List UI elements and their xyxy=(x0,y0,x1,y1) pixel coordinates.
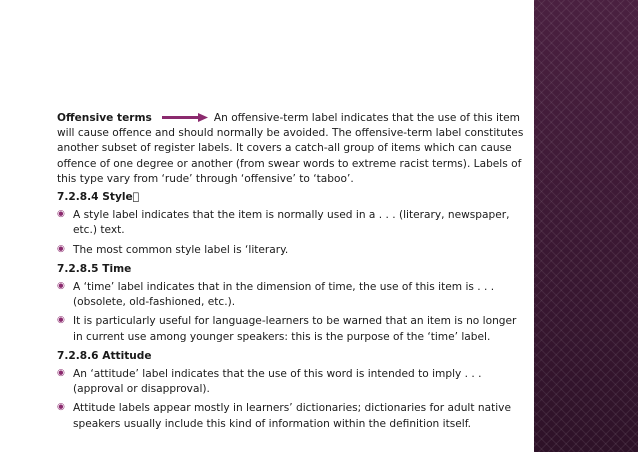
decorative-sidebar xyxy=(534,0,638,452)
section-heading: 7.2.8.5 Time xyxy=(57,262,132,275)
offensive-terms-label: Offensive terms xyxy=(57,112,152,124)
list-item-text: A style label indicates that the item is normally used in a . . . (literary, newspaper, etc.) text. xyxy=(73,209,510,237)
circle-bullet-icon: ◉ xyxy=(57,402,65,413)
circle-bullet-icon: ◉ xyxy=(57,368,65,379)
list-item xyxy=(57,243,527,258)
list-item-text: The most common style label is ‘literary. xyxy=(73,243,289,256)
section-time xyxy=(57,262,527,345)
section-attitude xyxy=(57,349,527,432)
section-heading: 7.2.8.6 Attitude xyxy=(57,349,152,362)
section-heading: 7.2.8.4 Style xyxy=(57,191,133,204)
circle-bullet-icon: ◉ xyxy=(57,209,65,220)
list-item xyxy=(57,314,527,344)
offensive-terms-paragraph xyxy=(57,111,527,187)
offensive-terms-text: An offensive-term label indicates that the use of this item will cause offence and should normally be avoided. The offensive-term label constitutes another subset of register labels. It covers a catch-all group of items which can cause offence of one degree or another (from swear words to extreme racist terms). Labels of this type vary from ‘rude’ through ‘offensive’ to ‘taboo’. xyxy=(57,112,524,185)
section-style xyxy=(57,190,527,258)
list-item-text: An ‘attitude’ label indicates that the use of this word is intended to imply . . . (approval or disapproval). xyxy=(73,368,482,396)
circle-bullet-icon: ◉ xyxy=(57,315,65,326)
list-item-text: Attitude labels appear mostly in learners’ dictionaries; dictionaries for adult native speakers usually include this kind of information within the definition itself. xyxy=(73,402,511,430)
list-item-text: It is particularly useful for language-learners to be warned that an item is no longer in current use among younger speakers: this is the purpose of the ‘time’ label. xyxy=(73,315,517,343)
list-item xyxy=(57,280,527,310)
list-item-text: A ‘time’ label indicates that in the dimension of time, the use of this item is . . . (obsolete, old-fashioned, etc.). xyxy=(73,281,495,309)
slide-content xyxy=(57,111,527,436)
list-item xyxy=(57,367,527,397)
right-arrow-icon xyxy=(162,113,208,122)
circle-bullet-icon: ◉ xyxy=(57,243,65,254)
list-item xyxy=(57,401,527,431)
list-item xyxy=(57,208,527,238)
circle-bullet-icon: ◉ xyxy=(57,281,65,292)
